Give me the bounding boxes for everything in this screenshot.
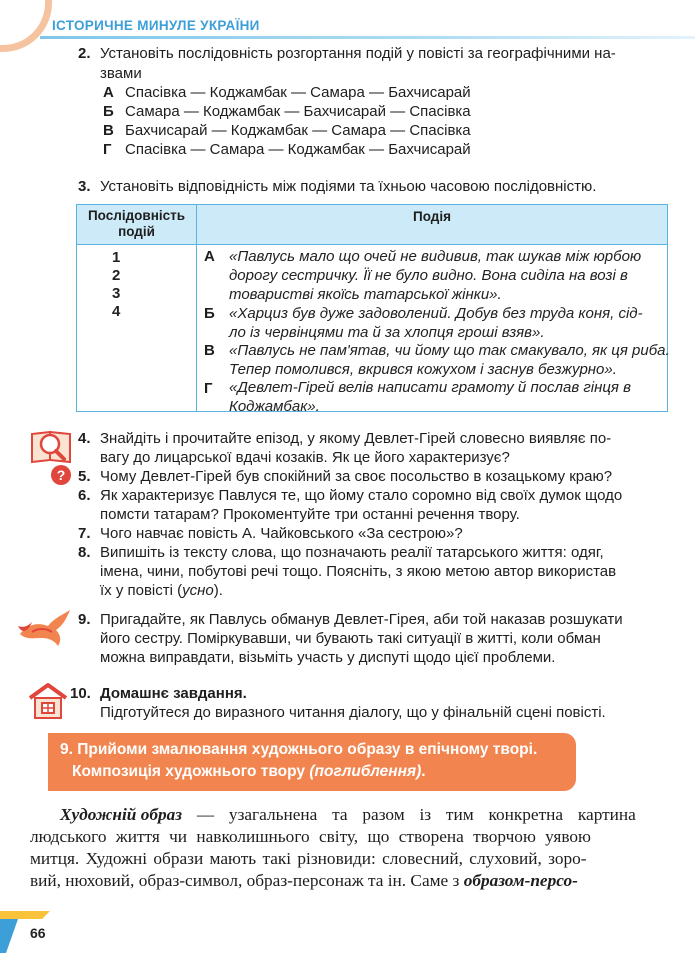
- section-heading-line2: Композиція художнього твору (поглиблення).: [72, 763, 426, 780]
- body-line4: вий, нюховий, образ-символ, образ-персонаж та ін. Саме з образом-персо-: [30, 871, 578, 890]
- table-event-line: Коджамбак».: [229, 398, 320, 415]
- q2-number: 2.: [78, 45, 91, 62]
- q10-number: 10.: [70, 685, 91, 702]
- table-seq-number: 1: [112, 249, 121, 266]
- body-line1: Художній образ — узагальнена та разом із тим конкретна картина: [60, 805, 636, 824]
- q2-option-text: Бахчисарай — Коджамбак — Самара — Спасівка: [125, 122, 471, 139]
- q3-text: Установіть відповідність між подіями та їхньою часовою послідовністю.: [100, 178, 597, 195]
- question-mark-icon: [50, 464, 72, 486]
- q9-text-line: Пригадайте, як Павлусь обманув Девлет-Гірея, аби той наказав розшукати: [100, 611, 623, 628]
- table-seq-number: 4: [112, 303, 121, 320]
- q8-number: 8.: [78, 544, 91, 561]
- match-table-divider: [196, 204, 197, 412]
- q4-text-line: Знайдіть і прочитайте епізод, у якому Девлет-Гірей словесно виявляє по-: [100, 430, 612, 447]
- q5-number: 5.: [78, 468, 91, 485]
- table-seq-number: 3: [112, 285, 121, 302]
- q7-number: 7.: [78, 525, 91, 542]
- body-line2: людського життя чи навколишнього світу, що створена творчою уявою: [30, 827, 591, 846]
- q2-text-line2: звами: [100, 65, 142, 82]
- body-line3: митця. Художні образи мають такі різновиди: словесний, слуховий, зоро-: [30, 849, 587, 868]
- table-event-line: «Павлусь мало що очей не видивив, так шукав між юрбою: [229, 248, 642, 265]
- section-heading-line1: 9. Прийоми змалювання художнього образу в епічному творі.: [60, 741, 538, 758]
- table-seq-number: 2: [112, 267, 121, 284]
- q2-option-letter: А: [103, 84, 114, 101]
- page-number: 66: [30, 925, 46, 941]
- table-event-letter: А: [204, 248, 215, 265]
- q7-text-line: Чого навчає повість А. Чайковського «За сестрою»?: [100, 525, 463, 542]
- q2-option-text: Спасівка — Коджамбак — Самара — Бахчисарай: [125, 84, 471, 101]
- table-col-event-header: Подія: [413, 209, 451, 224]
- table-event-letter: В: [204, 342, 215, 359]
- homework-text: Підготуйтеся до виразного читання діалогу, що у фінальній сцені повісті.: [100, 704, 606, 721]
- q9-text-line: його сестру. Поміркувавши, чи бувають такі ситуації в житті, коли обман: [100, 630, 601, 647]
- table-event-line: Тепер помолився, вкрився кожухом і заснув безжурно».: [229, 361, 617, 378]
- q3-number: 3.: [78, 178, 91, 195]
- table-event-line: товаристві якоїсь татарської жінки».: [229, 286, 502, 303]
- house-icon: [28, 682, 68, 720]
- q6-text-line: помсти татарам? Прокоментуйте три останні речення твору.: [100, 506, 520, 523]
- q9-text-line: можна виправдати, візьміть участь у диспуті щодо цієї проблеми.: [100, 649, 556, 666]
- q9-number: 9.: [78, 611, 91, 628]
- table-col-sequence-header: [77, 208, 196, 240]
- q2-option-letter: Г: [103, 141, 112, 158]
- q6-number: 6.: [78, 487, 91, 504]
- q5-text-line: Чому Девлет-Гірей був спокійний за своє посольство в козацькому краю?: [100, 468, 613, 485]
- header-decor-circle: [0, 0, 52, 52]
- table-event-letter: Б: [204, 305, 215, 322]
- table-event-line: дорогу сестричку. Її не було видно. Вона сиділа на возі в: [229, 267, 628, 284]
- header-rule: [40, 36, 695, 39]
- table-event-line: «Девлет-Гірей велів написати грамоту й послав гінця в: [229, 379, 631, 396]
- svg-text:?: ?: [56, 467, 66, 483]
- q2-option-letter: Б: [103, 103, 114, 120]
- table-event-line: «Харциз був дуже задоволений. Добув без труда коня, сід-: [229, 305, 643, 322]
- q4-number: 4.: [78, 430, 91, 447]
- dragon-icon: [14, 604, 74, 650]
- table-col-sequence-line2: подій: [118, 224, 155, 239]
- running-header: ІСТОРИЧНЕ МИНУЛЕ УКРАЇНИ: [52, 18, 260, 33]
- table-event-letter: Г: [204, 380, 213, 397]
- q2-text-line1: Установіть послідовність розгортання подій у повісті за географічними на-: [100, 45, 616, 62]
- table-event-line: «Павлусь не пам'ятав, чи йому що так смакувало, як ця риба.: [229, 342, 670, 359]
- q4-text-line: вагу до лицарської вдачі козаків. Як це його характеризує?: [100, 449, 510, 466]
- q2-option-text: Спасівка — Самара — Коджамбак — Бахчисарай: [125, 141, 471, 158]
- table-col-sequence-line1: Послідовність: [87, 208, 186, 223]
- q2-option-text: Самара — Коджамбак — Бахчисарай — Спасівка: [125, 103, 471, 120]
- q8-text-line3: їх у повісті (усно).: [100, 582, 223, 599]
- q2-option-letter: В: [103, 122, 114, 139]
- q8-text-line: імена, чини, побутові речі тощо. Поясніть, з якою метою автор використав: [100, 563, 617, 580]
- table-event-line: ло із червінцями та й за хлопця гроші взяв».: [229, 324, 545, 341]
- book-magnifier-icon: [28, 424, 78, 464]
- q8-text-line: Випишіть із тексту слова, що позначають реалії татарського життя: одяг,: [100, 544, 604, 561]
- q6-text-line: Як характеризує Павлуся те, що йому стало соромно від своїх думок щодо: [100, 487, 623, 504]
- homework-title: Домашнє завдання.: [100, 685, 247, 702]
